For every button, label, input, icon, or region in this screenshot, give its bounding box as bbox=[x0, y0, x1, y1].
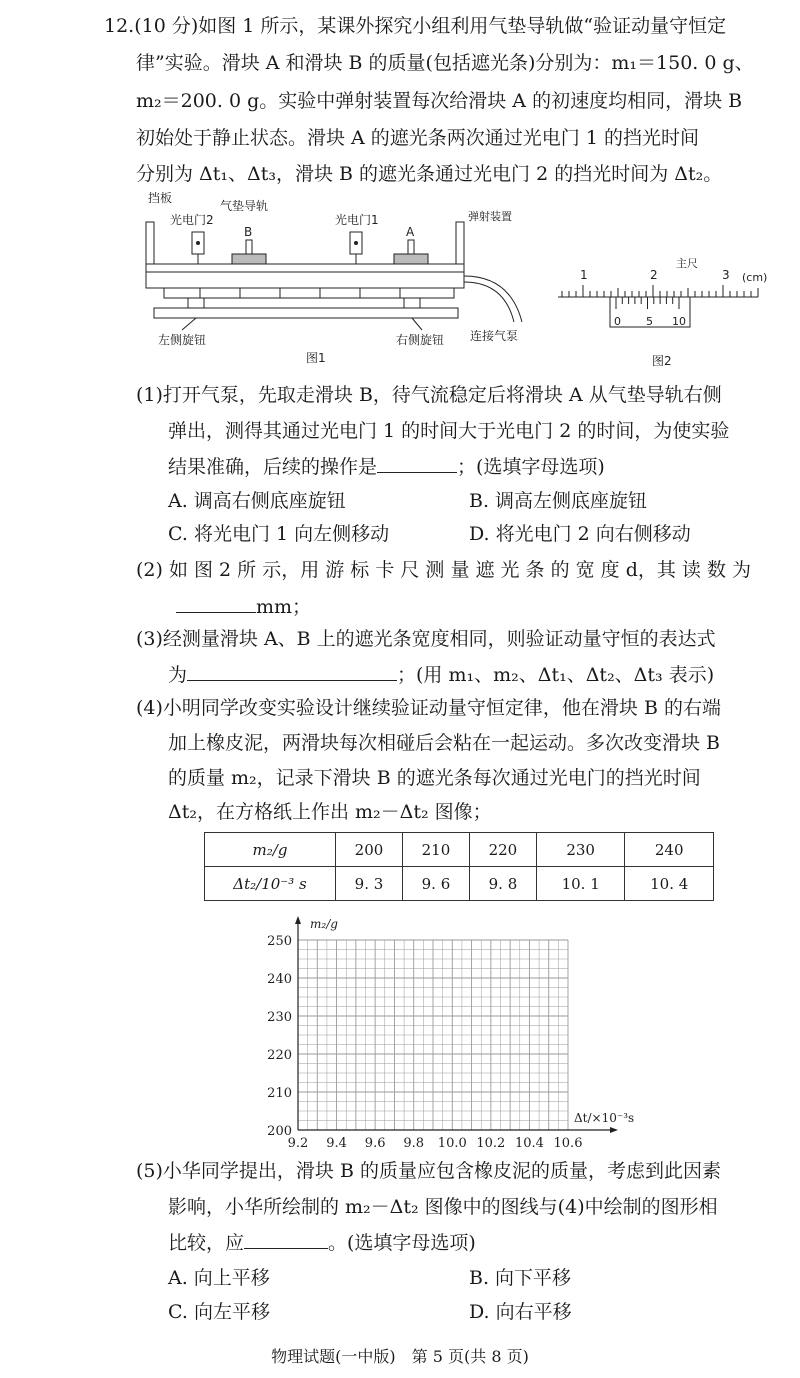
part5-answer-blank[interactable] bbox=[244, 1228, 328, 1249]
part2-line-2: mm； bbox=[176, 592, 311, 621]
x-tick-label: 10.2 bbox=[476, 1136, 506, 1151]
slider-a-label: A bbox=[406, 225, 415, 239]
table-cell: 10. 1 bbox=[536, 867, 625, 901]
slider-b-label: B bbox=[244, 225, 253, 239]
y-tick-label: 210 bbox=[267, 1086, 292, 1101]
right-knob-label: 右侧旋钮 bbox=[396, 333, 445, 347]
gate1-label: 光电门1 bbox=[335, 213, 379, 227]
x-tick-label: 10.4 bbox=[514, 1136, 544, 1151]
part2-line-1: (2) 如 图 2 所 示，用 游 标 卡 尺 测 量 遮 光 条 的 宽 度 d，其 读 数 为 bbox=[136, 559, 751, 581]
air-track-label: 气垫导轨 bbox=[220, 199, 269, 213]
y-tick-label: 250 bbox=[267, 934, 292, 949]
table-cell: 9. 6 bbox=[402, 867, 469, 901]
table-cell: 220 bbox=[469, 833, 536, 867]
part1-line-3: 结果准确，后续的操作是 ；(选填字母选项) bbox=[168, 452, 605, 481]
part1-option-b[interactable]: B. 调高左侧底座旋钮 bbox=[469, 490, 648, 512]
left-knob bbox=[188, 298, 204, 308]
y-tick-label: 200 bbox=[267, 1124, 292, 1139]
left-baffle bbox=[146, 222, 154, 264]
table-cell: 200 bbox=[336, 833, 403, 867]
data-table bbox=[204, 832, 714, 901]
part1-option-a[interactable]: A. 调高右侧底座旋钮 bbox=[168, 490, 346, 512]
x-axis-arrow bbox=[610, 1127, 618, 1133]
intro-line-4: 初始处于静止状态。滑块 A 的遮光条两次通过光电门 1 的挡光时间 bbox=[136, 127, 699, 149]
part5-option-b[interactable]: B. 向下平移 bbox=[469, 1267, 572, 1289]
x-axis-label: Δt/×10⁻³s bbox=[574, 1111, 635, 1125]
part5-line-2: 影响，小华所绘制的 m₂－Δt₂ 图像中的图线与(4)中绘制的图形相 bbox=[168, 1196, 718, 1218]
launcher bbox=[456, 222, 464, 264]
part1-line-1: (1)打开气泵，先取走滑块 B，待气流稳定后将滑块 A 从气垫导轨右侧 bbox=[136, 384, 722, 406]
part1-line-2: 弹出，测得其通过光电门 1 的时间大于光电门 2 的时间，为使实验 bbox=[168, 420, 730, 442]
table-cell: 9. 3 bbox=[336, 867, 403, 901]
table-cell: 240 bbox=[625, 833, 714, 867]
y-axis-label: m₂/g bbox=[310, 917, 338, 931]
part4-line-3: 的质量 m₂，记录下滑块 B 的遮光条每次通过光电门的挡光时间 bbox=[168, 767, 701, 789]
launcher-label: 弹射装置 bbox=[468, 210, 512, 223]
unit-label: (cm) bbox=[742, 271, 768, 284]
slider-a-flag bbox=[408, 240, 414, 254]
part4-line-2: 加上橡皮泥，两滑块每次相碰后会粘在一起运动。多次改变滑块 B bbox=[168, 732, 721, 754]
x-tick-label: 10.6 bbox=[553, 1136, 583, 1151]
gate2-label: 光电门2 bbox=[170, 213, 214, 227]
baffle-label: 挡板 bbox=[148, 191, 173, 205]
part5-option-d[interactable]: D. 向右平移 bbox=[469, 1301, 572, 1323]
part1-option-d[interactable]: D. 将光电门 2 向右侧移动 bbox=[469, 523, 691, 545]
y-axis-arrow bbox=[295, 916, 301, 924]
part5-line-1: (5)小华同学提出，滑块 B 的质量应包含橡皮泥的质量，考虑到此因素 bbox=[136, 1160, 721, 1182]
table-cell: 10. 4 bbox=[625, 867, 714, 901]
part5-option-a[interactable]: A. 向上平移 bbox=[168, 1267, 270, 1289]
pump-label: 连接气泵 bbox=[470, 329, 519, 343]
main-tick-1: 1 bbox=[580, 268, 588, 282]
graph-paper-chart bbox=[250, 908, 670, 1153]
track-body bbox=[146, 264, 464, 288]
part5-line-3: 比较，应 。(选填字母选项) bbox=[168, 1228, 476, 1257]
part1-option-c[interactable]: C. 将光电门 1 向左侧移动 bbox=[168, 523, 390, 545]
main-scale-label: 主尺 bbox=[676, 257, 698, 270]
x-tick-label: 9.2 bbox=[287, 1136, 309, 1151]
intro-line-2: 律”实验。滑块 A 和滑块 B 的质量(包括遮光条)分别为：m₁＝150. 0 g、 bbox=[136, 52, 754, 74]
left-knob-label: 左侧旋钮 bbox=[158, 333, 207, 347]
part3-answer-blank[interactable] bbox=[187, 660, 397, 681]
table-row bbox=[205, 867, 714, 901]
figure1-caption: 图1 bbox=[306, 351, 326, 365]
table-row bbox=[205, 833, 714, 867]
main-tick-3: 3 bbox=[722, 268, 730, 282]
part2-answer-blank[interactable] bbox=[176, 592, 256, 613]
question-number: 12. bbox=[104, 15, 135, 37]
part4-line-4: Δt₂，在方格纸上作出 m₂－Δt₂ 图像； bbox=[168, 801, 492, 823]
intro-line-1: 如图 1 所示，某课外探究小组利用气垫导轨做“验证动量守恒定 bbox=[198, 15, 727, 37]
part4-line-1: (4)小明同学改变实验设计继续验证动量守恒定律，他在滑块 B 的右端 bbox=[136, 697, 721, 719]
x-tick-label: 10.0 bbox=[437, 1136, 467, 1151]
y-tick-label: 230 bbox=[267, 1010, 292, 1025]
y-tick-label: 220 bbox=[267, 1048, 292, 1063]
table-cell: 210 bbox=[402, 833, 469, 867]
y-tick-label: 240 bbox=[267, 972, 292, 987]
table-cell: 230 bbox=[536, 833, 625, 867]
figure2-caption: 图2 bbox=[652, 354, 672, 368]
question-score: (10 分) bbox=[134, 15, 199, 37]
x-tick-label: 9.4 bbox=[326, 1136, 347, 1151]
part3-line-1: (3)经测量滑块 A、B 上的遮光条宽度相同，则验证动量守恒的表达式 bbox=[136, 628, 716, 650]
vernier-tick-5: 5 bbox=[646, 315, 653, 328]
figure2-vernier bbox=[552, 255, 782, 370]
vernier-tick-10: 10 bbox=[672, 315, 686, 328]
main-tick-2: 2 bbox=[650, 268, 658, 282]
part1-answer-blank[interactable] bbox=[377, 452, 457, 473]
x-tick-label: 9.8 bbox=[403, 1136, 425, 1151]
x-tick-label: 9.6 bbox=[364, 1136, 386, 1151]
vernier-tick-0: 0 bbox=[614, 315, 621, 328]
table-cell: 9. 8 bbox=[469, 867, 536, 901]
part5-option-c[interactable]: C. 向左平移 bbox=[168, 1301, 270, 1323]
intro-line-5: 分别为 Δt₁、Δt₃，滑块 B 的遮光条通过光电门 2 的挡光时间为 Δt₂。 bbox=[136, 163, 723, 185]
intro-line-3: m₂＝200. 0 g。实验中弹射装置每次给滑块 A 的初速度均相同，滑块 B bbox=[136, 90, 743, 112]
table-header-time: Δt₂/10⁻³ s bbox=[205, 867, 336, 901]
base-plate bbox=[154, 308, 458, 318]
figure1-diagram bbox=[130, 190, 550, 370]
right-knob bbox=[404, 298, 420, 308]
slider-b-flag bbox=[246, 240, 252, 254]
table-header-mass: m₂/g bbox=[205, 833, 336, 867]
part3-line-2: 为 ；(用 m₁、m₂、Δt₁、Δt₂、Δt₃ 表示) bbox=[168, 660, 714, 689]
page-footer: 物理试题(一中版) 第 5 页(共 8 页) bbox=[271, 1347, 529, 1366]
question-header bbox=[104, 12, 726, 40]
